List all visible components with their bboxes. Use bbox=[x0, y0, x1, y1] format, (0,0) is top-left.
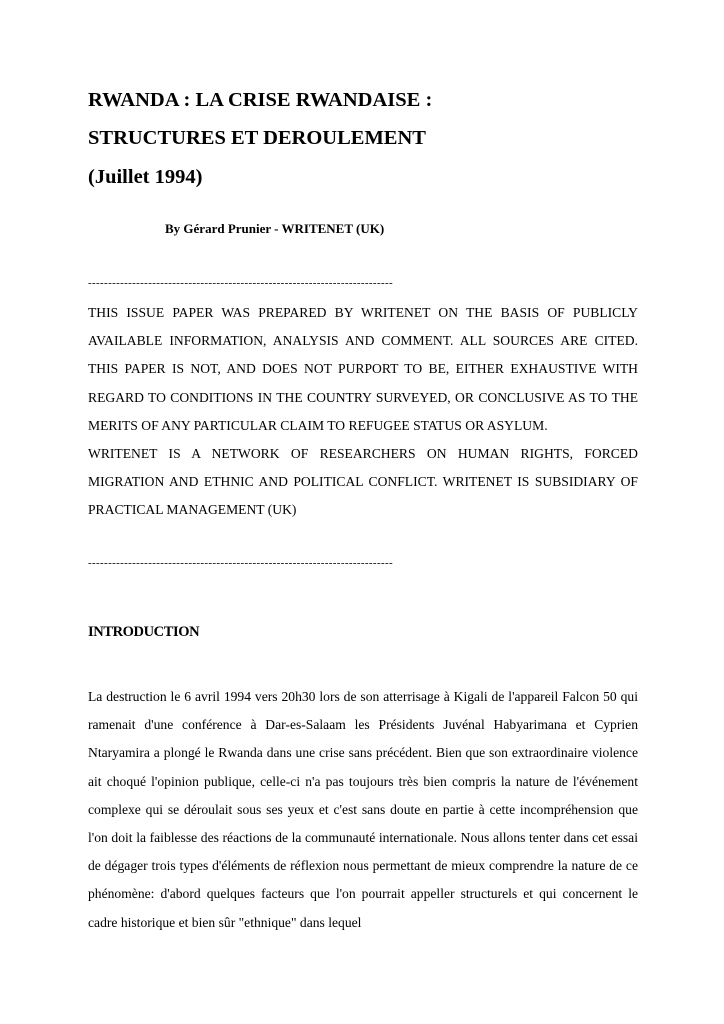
disclaimer-block bbox=[88, 299, 638, 525]
disclaimer-paragraph-2: WRITENET IS A NETWORK OF RESEARCHERS ON HUMAN RIGHTS, FORCED MIGRATION AND ETHNIC AND POLITICAL CONFLICT. WRITENET IS SUBSIDIARY OF PRACTICAL MANAGEMENT (UK) bbox=[88, 446, 638, 518]
title-line-3: (Juillet 1994) bbox=[88, 166, 203, 188]
author-byline: By Gérard Prunier - WRITENET (UK) bbox=[165, 221, 385, 236]
intro-paragraph: La destruction le 6 avril 1994 vers 20h30 lors de son atterrisage à Kigali de l'appareil Falcon 50 qui ramenait d'une conférence à Dar-es-Salaam les Présidents Juvénal Habyarimana et Cyprien Ntaryamira a plongé le Rwanda dans une crise sans précédent. Bien que son extraordinaire violence ait choqué l'opinion publique, celle-ci n'a pas toujours très bien compris la nature de l'événement complexe qui se déroulait sous ses yeux et c'est sans doute en partie à cette incompréhension que l'on doit la faiblesse des réactions de la communauté internationale. Nous allons tenter dans cet essai de dégager trois types d'éléments de réflexion nous permettant de mieux comprendre la nature de ce phénomène: d'abord quelques facteurs que l'on pourrait appeller structurels et qui concernent le cadre historique et bien sûr "ethnique" dans lequel bbox=[88, 689, 638, 930]
title-line-1: RWANDA : LA CRISE RWANDAISE : bbox=[88, 89, 433, 111]
dashed-rule-top: ---------------------------------------------------------------------------- bbox=[88, 277, 393, 289]
section-heading-introduction: INTRODUCTION bbox=[88, 624, 200, 640]
dashed-rule-bottom: ---------------------------------------------------------------------------- bbox=[88, 557, 393, 569]
title-line-2: STRUCTURES ET DEROULEMENT bbox=[88, 127, 426, 149]
disclaimer-paragraph-1: THIS ISSUE PAPER WAS PREPARED BY WRITENET ON THE BASIS OF PUBLICLY AVAILABLE INFORMATION, ANALYSIS AND COMMENT. ALL SOURCES ARE CITED. THIS PAPER IS NOT, AND DOES NOT PURPORT TO BE, EITHER EXHAUSTIVE WITH REGARD TO CONDITIONS IN THE COUNTRY SURVEYED, OR CONCLUSIVE AS TO THE MERITS OF ANY PARTICULAR CLAIM TO REFUGEE STATUS OR ASYLUM. bbox=[88, 305, 638, 433]
